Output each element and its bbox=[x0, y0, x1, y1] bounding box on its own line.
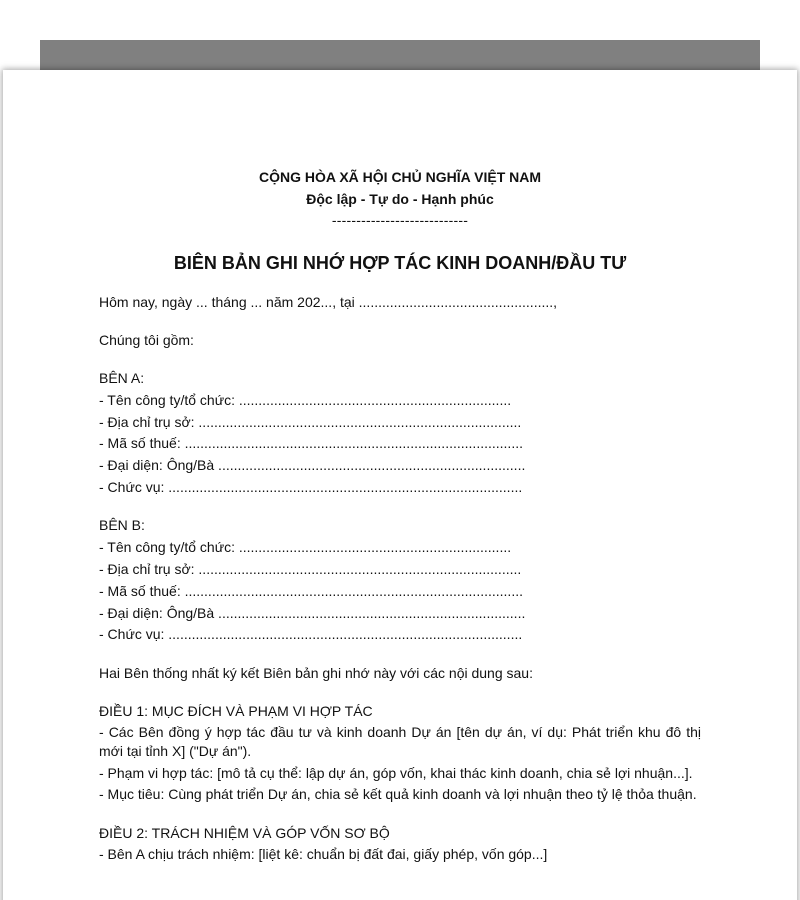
party-b-company-name: - Tên công ty/tổ chức: ...................................................................... bbox=[99, 539, 512, 556]
parties-intro: Chúng tôi gồm: bbox=[99, 331, 194, 348]
article-1-item-scope: - Phạm vi hợp tác: [mô tả cụ thể: lập dự án, góp vốn, khai thác kinh doanh, chia sẻ lợi nhuận...]. bbox=[99, 764, 693, 781]
article-1-item-cooperation: - Các Bên đồng ý hợp tác đầu tư và kinh doanh Dự án [tên dự án, ví dụ: Phát triển khu đô thị mới tại tỉnh X] ("Dự án"). bbox=[99, 723, 701, 760]
party-b-position: - Chức vụ: ........................................................................................... bbox=[99, 626, 523, 643]
header-separator: ---------------------------- bbox=[331, 212, 469, 228]
nation-name: CỘNG HÒA XÃ HỘI CHỦ NGHĨA VIỆT NAM bbox=[258, 169, 542, 185]
article-1-section bbox=[99, 701, 701, 805]
spacer bbox=[99, 646, 701, 663]
party-b-representative: - Đại diện: Ông/Bà ............................................................................... bbox=[99, 604, 526, 621]
spacer bbox=[99, 684, 701, 701]
article-2-item-party-a: - Bên A chịu trách nhiệm: [liệt kê: chuẩn bị đất đai, giấy phép, vốn góp...] bbox=[99, 846, 548, 863]
national-motto: Độc lập - Tự do - Hạnh phúc bbox=[306, 190, 494, 207]
document-title: BIÊN BẢN GHI NHỚ HỢP TÁC KINH DOANH/ĐẦU TƯ bbox=[173, 252, 627, 273]
article-1-item-objective: - Mục tiêu: Cùng phát triển Dự án, chia sẻ kết quả kinh doanh và lợi nhuận theo tỷ lệ thỏa thuận. bbox=[99, 786, 697, 803]
previous-page-edge bbox=[40, 40, 760, 70]
spacer bbox=[99, 807, 701, 824]
party-a-position: - Chức vụ: ........................................................................................... bbox=[99, 479, 523, 496]
date-place-line: Hôm nay, ngày ... tháng ... năm 202..., tại .................................................., bbox=[99, 293, 558, 310]
page-content bbox=[99, 167, 701, 867]
spacer bbox=[99, 352, 701, 369]
national-header bbox=[99, 167, 701, 232]
party-b-tax-code: - Mã số thuế: ....................................................................................... bbox=[99, 582, 523, 599]
article-2-section bbox=[99, 823, 701, 864]
party-b-section bbox=[99, 515, 701, 646]
spacer bbox=[99, 499, 701, 516]
agreement-intro: Hai Bên thống nhất ký kết Biên bản ghi nhớ này với các nội dung sau: bbox=[99, 664, 533, 681]
party-a-tax-code: - Mã số thuế: ....................................................................................... bbox=[99, 435, 523, 452]
party-a-address: - Địa chỉ trụ sở: ................................................................................... bbox=[99, 413, 522, 430]
party-b-heading: BÊN B: bbox=[99, 517, 145, 534]
party-a-section bbox=[99, 368, 701, 499]
article-1-heading: ĐIỀU 1: MỤC ĐÍCH VÀ PHẠM VI HỢP TÁC bbox=[99, 702, 373, 719]
party-b-address: - Địa chỉ trụ sở: ................................................................................... bbox=[99, 560, 522, 577]
party-a-representative: - Đại diện: Ông/Bà ............................................................................... bbox=[99, 457, 526, 474]
party-a-company-name: - Tên công ty/tổ chức: ...................................................................... bbox=[99, 391, 512, 408]
document-page bbox=[3, 70, 797, 900]
spacer bbox=[99, 313, 701, 330]
article-2-heading: ĐIỀU 2: TRÁCH NHIỆM VÀ GÓP VỐN SƠ BỘ bbox=[99, 825, 390, 842]
party-a-heading: BÊN A: bbox=[99, 370, 145, 387]
